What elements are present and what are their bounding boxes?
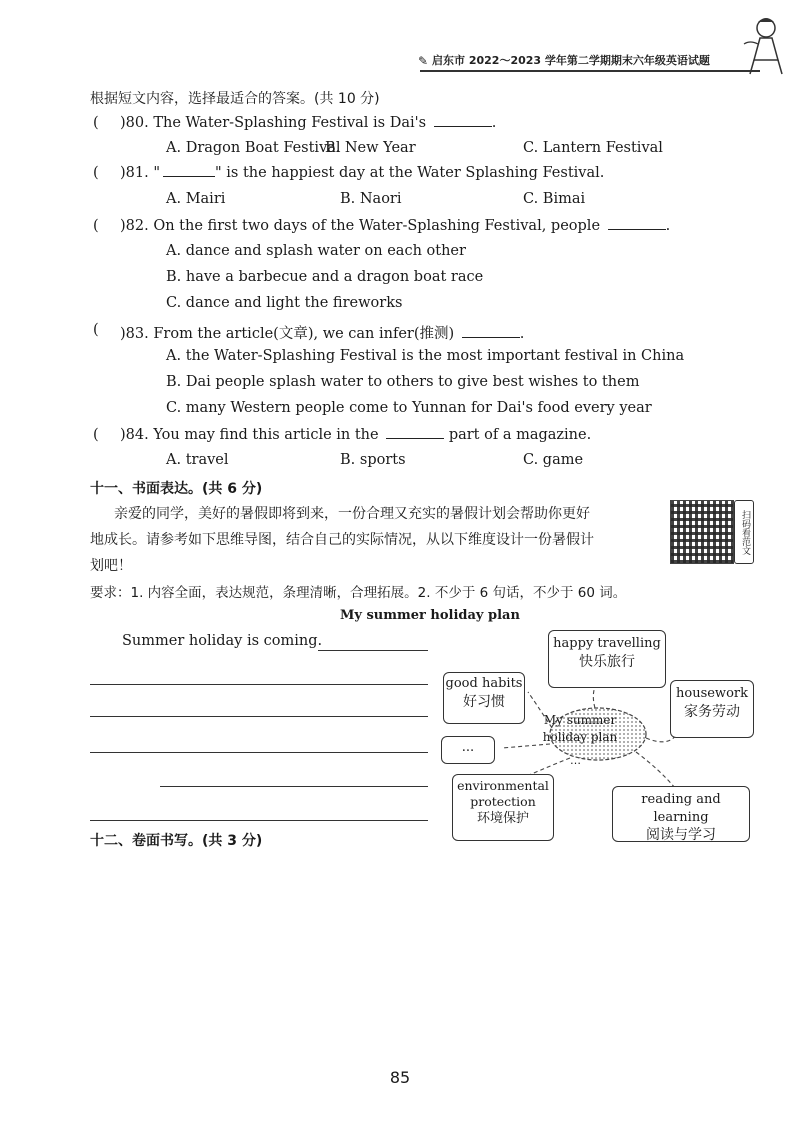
- writing-prompt-line3: 划吧！: [90, 558, 132, 574]
- writing-prompt-line1: 亲爱的同学，美好的暑假即将到来，一份合理又充实的暑假计划会帮助你更好: [114, 506, 590, 522]
- q84-blank[interactable]: [386, 437, 444, 439]
- q84-paren-close: ): [120, 427, 126, 443]
- node-environment-en2: protection: [470, 794, 536, 810]
- page-number: 85: [389, 1068, 411, 1087]
- q83-blank[interactable]: [462, 336, 520, 338]
- qr-code-label: 扫码看范文: [734, 500, 754, 564]
- q84-option-b[interactable]: B. sports: [340, 452, 406, 468]
- mindmap-center: [520, 712, 640, 746]
- q81-stem-b: " is the happiest day at the Water Splashing Festival.: [215, 165, 605, 181]
- mindmap-node-environment: [452, 774, 554, 841]
- writing-section-title: 十一、书面表达。(共 6 分): [90, 481, 263, 497]
- q83-stem-a: 83. From the article(文章), we can infer(推测): [125, 326, 455, 342]
- mindmap-node-reading: [612, 786, 750, 842]
- writing-line[interactable]: [160, 786, 428, 787]
- q81-paren: (: [93, 165, 99, 181]
- qr-code[interactable]: [670, 500, 734, 564]
- mascot-illustration: [740, 14, 788, 78]
- writing-line[interactable]: [90, 752, 428, 753]
- q83-paren: (: [93, 322, 99, 338]
- writing-prompt-line2: 地成长。请参考如下思维导图，结合自己的实际情况，从以下维度设计一份暑假计: [90, 532, 594, 548]
- q84-stem-b: part of a magazine.: [448, 427, 592, 443]
- q82-paren-close: ): [120, 218, 126, 234]
- writing-line[interactable]: [90, 820, 428, 821]
- q82-option-a[interactable]: A. dance and splash water on each other: [166, 243, 466, 259]
- q82-stem-a: 82. On the first two days of the Water-Splashing Festival, people: [125, 218, 601, 234]
- node-reading-en: reading and learning: [641, 792, 721, 825]
- q81-stem: [120, 165, 604, 181]
- q83-stem-b: .: [519, 326, 525, 342]
- q80-paren: (: [93, 115, 99, 131]
- writing-line[interactable]: [318, 650, 428, 651]
- q81-option-c[interactable]: C. Bimai: [523, 191, 586, 207]
- q80-option-c[interactable]: C. Lantern Festival: [523, 140, 663, 156]
- q80-stem-a: 80. The Water-Splashing Festival is Dai's: [125, 115, 427, 131]
- q83-option-b[interactable]: B. Dai people splash water to others to give best wishes to them: [166, 374, 640, 390]
- node-housework-cn: 家务劳动: [684, 703, 740, 720]
- writing-requirements: 要求：1. 内容全面，表达规范，条理清晰，合理拓展。2. 不少于 6 句话，不少于 60 词。: [90, 585, 627, 601]
- mindmap-node-habits: [443, 672, 525, 724]
- q81-stem-a: 81. ": [125, 165, 161, 181]
- q82-stem: [120, 218, 670, 234]
- q83-paren-close: ): [120, 326, 126, 342]
- reading-instruction: 根据短文内容，选择最适合的答案。(共 10 分): [90, 91, 380, 107]
- node-travelling-en: happy travelling: [553, 636, 661, 651]
- q82-stem-b: .: [665, 218, 671, 234]
- q80-option-a[interactable]: A. Dragon Boat Festival: [166, 140, 341, 156]
- mindmap-center-line2: holiday plan: [542, 729, 618, 744]
- q83-stem: [120, 322, 524, 343]
- q80-blank[interactable]: [434, 125, 492, 127]
- writing-line[interactable]: [90, 716, 428, 717]
- q82-blank[interactable]: [608, 228, 666, 230]
- q81-option-b[interactable]: B. Naori: [340, 191, 402, 207]
- q81-option-a[interactable]: A. Mairi: [166, 191, 226, 207]
- q83-option-c[interactable]: C. many Western people come to Yunnan for Dai's food every year: [166, 400, 652, 416]
- q84-option-c[interactable]: C. game: [523, 452, 584, 468]
- node-environment-en1: environmental: [457, 778, 549, 793]
- q80-stem-b: .: [491, 115, 497, 131]
- handwriting-section-title: 十二、卷面书写。(共 3 分): [90, 833, 263, 849]
- q82-option-b[interactable]: B. have a barbecue and a dragon boat race: [166, 269, 484, 285]
- node-environment-cn: 环境保护: [476, 810, 529, 826]
- q81-blank[interactable]: [163, 175, 215, 177]
- dots-icon: …: [570, 754, 581, 767]
- node-reading-cn: 阅读与学习: [646, 827, 716, 844]
- header-rule: [420, 70, 760, 72]
- header-decoration-icon: ✎: [418, 54, 429, 68]
- node-habits-cn: 好习惯: [463, 693, 505, 710]
- node-housework-en: housework: [676, 686, 748, 701]
- q80-paren-close: ): [120, 115, 126, 131]
- q84-option-a[interactable]: A. travel: [166, 452, 229, 468]
- q84-stem: [120, 427, 591, 443]
- essay-title: My summer holiday plan: [340, 608, 520, 623]
- q84-paren: (: [93, 427, 99, 443]
- mindmap-node-travelling: [548, 630, 666, 688]
- q83-option-a[interactable]: A. the Water-Splashing Festival is the most important festival in China: [166, 348, 685, 364]
- writing-line[interactable]: [90, 684, 428, 685]
- mindmap-center-line1: My summer: [543, 713, 617, 727]
- q84-stem-a: 84. You may find this article in the: [125, 427, 379, 443]
- node-habits-en: good habits: [445, 676, 523, 691]
- header-title: 启东市 2022～2023 学年第二学期期末六年级英语试题: [432, 54, 710, 67]
- essay-start-text: Summer holiday is coming.: [122, 633, 323, 649]
- q81-paren-close: ): [120, 165, 126, 181]
- q80-option-b[interactable]: B. New Year: [325, 140, 416, 156]
- node-travelling-cn: 快乐旅行: [579, 653, 635, 670]
- mindmap-node-housework: [670, 680, 754, 738]
- q82-paren: (: [93, 218, 99, 234]
- mindmap-node-ellipsis: ...: [441, 736, 495, 764]
- q82-option-c[interactable]: C. dance and light the fireworks: [166, 295, 403, 311]
- q80-stem: [120, 115, 496, 131]
